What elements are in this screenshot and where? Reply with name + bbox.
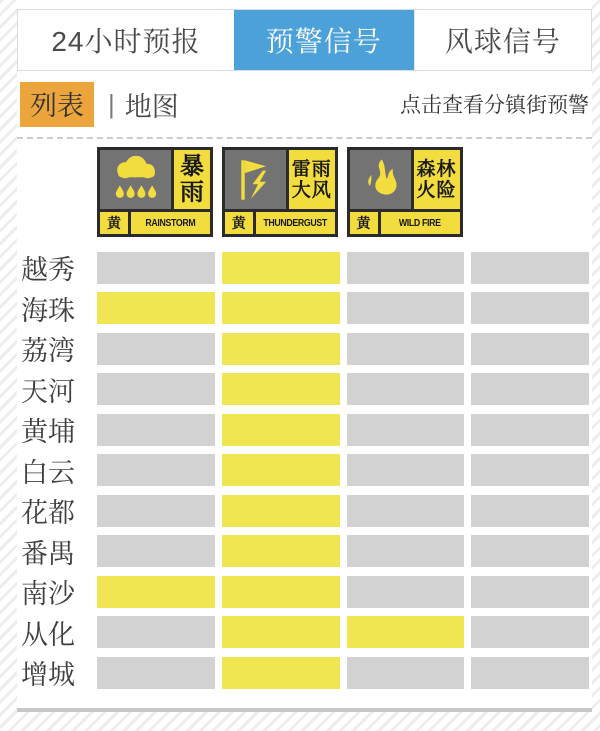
warning-cell (222, 657, 340, 689)
warning-cell (471, 495, 589, 527)
warning-cell (97, 333, 215, 365)
warning-cell (222, 454, 340, 486)
thunder-gust-cn-label: 雷雨 大风 (289, 150, 335, 209)
warning-cell (97, 414, 215, 446)
table-row (17, 289, 592, 326)
warning-cell (471, 616, 589, 648)
district-label: 番禺 (21, 538, 75, 569)
rainstorm-en-label: RAINSTORM (131, 212, 210, 234)
warning-header-row (17, 144, 592, 240)
district-label: 海珠 (21, 295, 75, 326)
warning-cell (222, 414, 340, 446)
tab-warning-signals[interactable]: 预警信号 (234, 10, 414, 70)
table-row (17, 613, 592, 650)
warning-cell (97, 252, 215, 284)
warning-cell (471, 454, 589, 486)
tab-24h-forecast[interactable]: 24小时预报 (51, 26, 201, 57)
table-row (17, 329, 592, 366)
wild-fire-icon (350, 150, 411, 209)
rainstorm-icon (100, 150, 171, 209)
warning-cell (347, 252, 465, 284)
warning-cell (471, 292, 589, 324)
district-label: 从化 (21, 619, 75, 650)
wild-fire-en-label: WILD FIRE (381, 212, 460, 234)
table-row (17, 653, 592, 690)
map-view-button[interactable]: 地图 (124, 91, 179, 122)
district-label: 黄埔 (21, 417, 75, 447)
view-separator: | (108, 88, 115, 119)
warning-cell (347, 454, 465, 486)
warning-cell (97, 495, 215, 527)
district-table (17, 248, 592, 690)
warning-cell (347, 535, 465, 567)
view-switch-bar (17, 84, 592, 124)
warning-cell (222, 495, 340, 527)
warning-cell (471, 333, 589, 365)
dashed-divider (17, 137, 592, 139)
list-view-button[interactable]: 列表 (20, 82, 94, 127)
rainstorm-warning-sign (97, 147, 213, 237)
tab-bar (17, 9, 592, 71)
wild-fire-cn-label: 森林 火险 (414, 150, 460, 209)
rainstorm-cn-label: 暴 雨 (174, 150, 210, 209)
warning-cell (347, 495, 465, 527)
warning-cell (222, 576, 340, 608)
town-warning-link[interactable]: 点击查看分镇街预警 (400, 94, 589, 117)
table-row (17, 572, 592, 609)
thunder-gust-level-badge: 黄 (225, 212, 253, 234)
district-label: 天河 (21, 376, 75, 407)
thunder-gust-icon (225, 150, 286, 209)
warning-cell (222, 292, 340, 324)
warning-cell (347, 333, 465, 365)
rainstorm-level-badge: 黄 (100, 212, 128, 234)
warning-cell (222, 535, 340, 567)
warning-cell (97, 657, 215, 689)
warning-cell (471, 657, 589, 689)
warning-cell (347, 616, 465, 648)
warning-cell (222, 333, 340, 365)
district-label: 荔湾 (21, 336, 75, 366)
warning-cell (97, 454, 215, 486)
warning-cell (347, 292, 465, 324)
warning-cell (97, 616, 215, 648)
warning-cell (471, 373, 589, 405)
warning-cell (471, 252, 589, 284)
wild-fire-warning-sign (347, 147, 463, 237)
warning-cell (97, 576, 215, 608)
warning-cell (222, 616, 340, 648)
district-label: 白云 (21, 457, 75, 488)
table-row (17, 451, 592, 488)
table-row (17, 248, 592, 285)
warning-cell (222, 252, 340, 284)
district-label: 越秀 (21, 255, 75, 285)
district-label: 增城 (21, 660, 75, 690)
wild-fire-level-badge: 黄 (350, 212, 378, 234)
table-row (17, 410, 592, 447)
warning-cell (347, 657, 465, 689)
district-label: 南沙 (21, 579, 75, 609)
warning-cell (347, 373, 465, 405)
table-row (17, 491, 592, 528)
table-row (17, 532, 592, 569)
weather-warning-panel (17, 0, 592, 712)
warning-cell (347, 576, 465, 608)
warning-cell (222, 373, 340, 405)
table-row (17, 370, 592, 407)
warning-cell (97, 535, 215, 567)
warning-cell (471, 576, 589, 608)
thunder-gust-en-label: THUNDERGUST (256, 212, 335, 234)
warning-cell (471, 414, 589, 446)
warning-cell (97, 292, 215, 324)
tab-typhoon-signals[interactable]: 风球信号 (414, 10, 591, 70)
warning-cell (347, 414, 465, 446)
thunder-gust-warning-sign (222, 147, 338, 237)
warning-cell (97, 373, 215, 405)
district-label: 花都 (21, 498, 75, 528)
warning-cell (471, 535, 589, 567)
